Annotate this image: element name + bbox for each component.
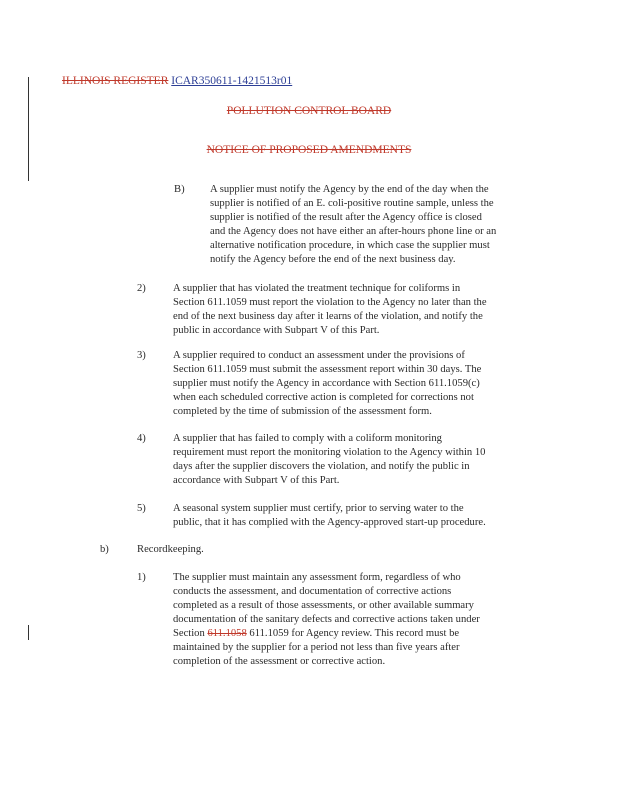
paragraph-3: A supplier required to conduct an assessment under the provisions of Section 611.1059 must submit the assessment report within 30 days. The supplier must notify the Agency in accordance with Section 611.1059(c) when each scheduled corrective action is completed for corrections not completed by the time of submission of the assessment form. <box>173 350 482 417</box>
recordkeeping-heading: Recordkeeping. <box>137 544 204 555</box>
section-inserted: 611.1059 for Agency review. This record must be <box>246 628 460 639</box>
register-code: ICAR350611-1421513r01 <box>171 75 293 87</box>
paragraph-4: A supplier that has failed to comply with a coliform monitoring requirement must report the monitoring violation to the Agency within 10 days after the supplier discovers the violation, and notify the public in accordance with Subpart V of this Part. <box>173 433 486 486</box>
item-label-B: B) <box>174 184 185 195</box>
item-label-4: 4) <box>137 433 146 444</box>
revision-bar-bottom <box>28 625 29 640</box>
paragraph-b1: The supplier must maintain any assessment form, regardless of who conducts the assessment, and documentation of corrective actions completed as a result of those assessments, or other available summary documentation of the sanitary defects and corrective actions taken under Section 611.1058 611.1059 for Agency review. This record must be maintained by the supplier for a period not less than five years after completion of the assessment or corrective action. <box>173 572 480 667</box>
item-label-2: 2) <box>137 283 146 294</box>
notice-title: NOTICE OF PROPOSED AMENDMENTS <box>206 144 412 156</box>
section-struck: 611.1058 <box>207 628 247 639</box>
register-header <box>62 75 292 87</box>
paragraph-2: A supplier that has violated the treatment technique for coliforms in Section 611.1059 must report the violation to the Agency no later than the end of the next business day after it learns of the violation, and notify the public in accordance with Subpart V of this Part. <box>173 283 487 336</box>
item-label-b1: 1) <box>137 572 146 583</box>
paragraph-5: A seasonal system supplier must certify, prior to serving water to the public, that it has complied with the Agency-approved start-up procedure. <box>173 503 486 528</box>
register-struck: ILLINOIS REGISTER <box>62 75 169 87</box>
board-title: POLLUTION CONTROL BOARD <box>226 105 392 117</box>
revision-bar-top <box>28 77 29 181</box>
section-reference-line: Section 611.1058 611.1059 for Agency review. This record must be <box>173 628 460 639</box>
item-label-3: 3) <box>137 350 146 361</box>
paragraph-B: A supplier must notify the Agency by the end of the day when the supplier is notified of an E. coli-positive routine sample, unless the supplier is notified of the result after the Agency office is closed and the Agency does not have either an after-hours phone line or an alternative notification procedure, in which case the supplier must notify the Agency before the end of the next business day. <box>210 184 497 265</box>
item-label-5: 5) <box>137 503 146 514</box>
item-label-b: b) <box>100 544 109 555</box>
